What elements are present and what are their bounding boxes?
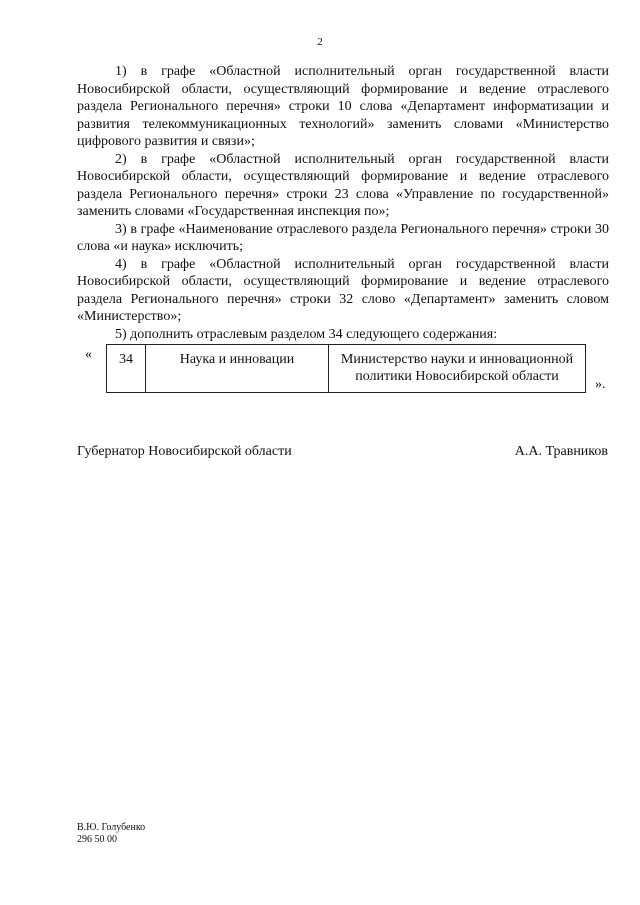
new-section-table-block xyxy=(85,344,615,392)
closing-quote: ». xyxy=(595,377,606,392)
authority-cell: Министерство науки и инновационной политики Новосибирской области xyxy=(329,345,586,393)
section-number-cell: 34 xyxy=(107,345,146,393)
executor-info xyxy=(77,822,145,846)
amendment-paragraph-1: 1) в графе «Областной исполнительный орган государственной власти Новосибирской области, осуществляющий формирование и ведение отраслевого раздела Регионального перечня» строки 10 слова «Департамент информатизации и развития телекоммуникационных технологий» заменить словами «Министерство цифрового развития и связи»; xyxy=(77,64,609,149)
opening-quote: « xyxy=(85,347,92,362)
table-row xyxy=(107,345,586,393)
signatory-title: Губернатор Новосибирской области xyxy=(77,444,292,459)
page-number: 2 xyxy=(317,36,323,48)
new-section-table xyxy=(106,344,586,393)
amendment-paragraph-2: 2) в графе «Областной исполнительный орган государственной власти Новосибирской области, осуществляющий формирование и ведение отраслевого раздела Регионального перечня» строки 23 слова «Управление по государственной» заменить словами «Государственная инспекция по»; xyxy=(77,151,609,219)
amendment-paragraph-5: 5) дополнить отраслевым разделом 34 следующего содержания: xyxy=(115,326,498,342)
executor-name: В.Ю. Голубенко xyxy=(77,822,146,833)
document-body xyxy=(77,63,609,343)
amendment-paragraph-4: 4) в графе «Областной исполнительный орган государственной власти Новосибирской области, осуществляющий формирование и ведение отраслевого раздела Регионального перечня» строки 32 слово «Департамент» заменить словом «Министерство»; xyxy=(77,256,609,324)
amendment-paragraph-3: 3) в графе «Наименование отраслевого раздела Регионального перечня» строки 30 слова «и наука» исключить; xyxy=(77,221,609,254)
signatory-name: А.А. Травников xyxy=(514,444,608,459)
section-name-cell: Наука и инновации xyxy=(146,345,329,393)
executor-phone: 296 50 00 xyxy=(77,834,117,845)
